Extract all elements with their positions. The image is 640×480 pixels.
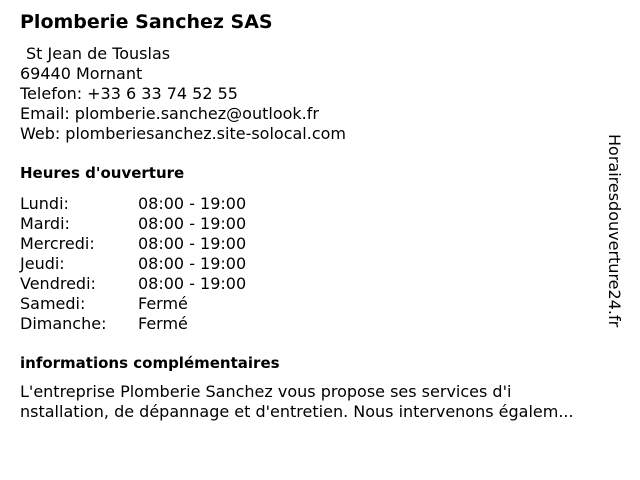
day-label: Vendredi:	[20, 274, 96, 293]
opening-hours-table	[20, 194, 246, 334]
email-label: Email:	[20, 104, 70, 123]
day-label: Jeudi:	[20, 254, 65, 273]
phone-number[interactable]: +33 6 33 74 52 55	[87, 84, 238, 103]
day-label: Lundi:	[20, 194, 69, 213]
web-label: Web:	[20, 124, 61, 143]
day-label: Dimanche:	[20, 314, 107, 333]
opening-hours-heading: Heures d'ouverture	[20, 164, 185, 182]
phone-row	[20, 84, 346, 104]
hours-row-saturday	[20, 294, 246, 314]
business-description	[20, 382, 618, 424]
web-row	[20, 124, 346, 144]
description-line: nstallation, de dépannage et d'entretien. Nous intervenons égalem...	[20, 402, 574, 421]
hours-row-sunday	[20, 314, 246, 334]
day-label: Samedi:	[20, 294, 86, 313]
phone-label: Telefon:	[20, 84, 83, 103]
day-hours: 08:00 - 19:00	[138, 234, 247, 253]
email-row	[20, 104, 346, 124]
hours-row-tuesday	[20, 214, 246, 234]
website-link[interactable]: plomberiesanchez.site-solocal.com	[65, 124, 347, 143]
business-name: Plomberie Sanchez SAS	[20, 11, 273, 33]
day-label: Mardi:	[20, 214, 70, 233]
additional-info-heading: informations complémentaires	[20, 354, 280, 372]
address-city: 69440 Mornant	[20, 64, 143, 83]
day-hours: 08:00 - 19:00	[138, 254, 247, 273]
contact-block	[20, 44, 346, 144]
hours-row-monday	[20, 194, 246, 214]
description-line: L'entreprise Plomberie Sanchez vous propose ses services d'i	[20, 382, 512, 401]
address-street: St Jean de Touslas	[26, 44, 171, 63]
email-address[interactable]: plomberie.sanchez@outlook.fr	[74, 104, 319, 123]
day-hours: 08:00 - 19:00	[138, 214, 247, 233]
hours-row-wednesday	[20, 234, 246, 254]
day-hours: Fermé	[138, 314, 188, 333]
day-label: Mercredi:	[20, 234, 95, 253]
day-hours: 08:00 - 19:00	[138, 194, 247, 213]
site-watermark: Horairesdouverture24.fr	[605, 134, 624, 328]
hours-row-thursday	[20, 254, 246, 274]
hours-row-friday	[20, 274, 246, 294]
day-hours: 08:00 - 19:00	[138, 274, 247, 293]
day-hours: Fermé	[138, 294, 188, 313]
